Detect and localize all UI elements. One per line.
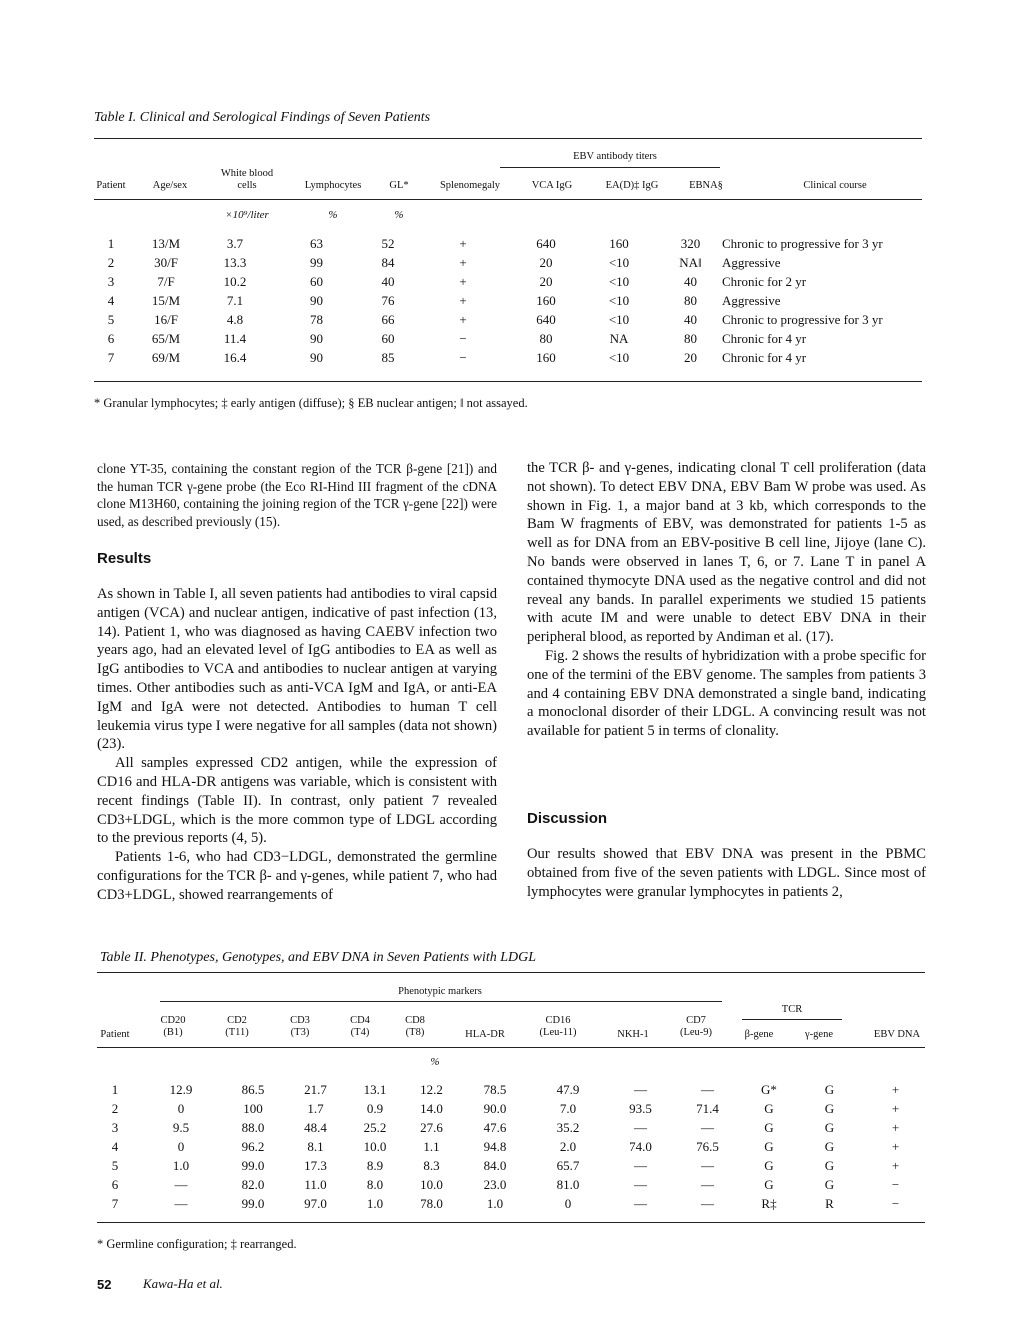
table1-unit-gl: % xyxy=(394,209,404,221)
table-cell: NA‖ xyxy=(679,255,702,270)
table1-header-ebna: EBNA§ xyxy=(689,180,723,191)
table1-caption: Table I. Clinical and Serological Findings of Seven Patients xyxy=(94,110,431,125)
table-cell: G xyxy=(824,1120,835,1135)
cd20-label: CD20 xyxy=(160,1015,186,1026)
table-cell: Chronic for 4 yr xyxy=(722,350,807,365)
cd2-label: CD2 xyxy=(227,1015,247,1026)
right-column-discussion xyxy=(527,845,926,901)
table-cell: − xyxy=(891,1196,900,1211)
table-cell: <10 xyxy=(608,350,630,365)
table-cell: NA xyxy=(609,331,629,346)
table-cell: 0.9 xyxy=(366,1101,384,1116)
table-row xyxy=(90,1118,930,1137)
table2-header-nkh1: NKH-1 xyxy=(617,1029,649,1040)
table-cell: 25.2 xyxy=(363,1120,387,1135)
table-row xyxy=(90,1099,930,1118)
running-authors: Kawa-Ha et al. xyxy=(143,1276,223,1291)
table-cell: G* xyxy=(761,1082,777,1097)
table-cell: − xyxy=(891,1177,900,1192)
table-cell: + xyxy=(459,255,467,270)
table2-header-cd16 xyxy=(528,1015,588,1039)
table-row xyxy=(90,291,922,310)
table-cell: 12.9 xyxy=(169,1082,193,1097)
table-cell: 65/M xyxy=(151,331,181,346)
table1-header-age-sex: Age/sex xyxy=(152,180,188,191)
table-cell: — xyxy=(701,1158,714,1173)
cd4-clone: (T4) xyxy=(350,1027,370,1038)
table2-header-beta: β-gene xyxy=(744,1029,774,1040)
table-cell: — xyxy=(174,1177,188,1192)
table-cell: 1.7 xyxy=(307,1101,324,1116)
table-cell: 85 xyxy=(381,350,395,365)
table-cell: — xyxy=(174,1196,188,1211)
cd16-clone: (Leu-11) xyxy=(539,1027,577,1038)
table-cell: 8.3 xyxy=(423,1158,440,1173)
table2-group-rule xyxy=(160,1001,722,1002)
table-cell: 90 xyxy=(310,350,323,365)
cd3-clone: (T3) xyxy=(290,1027,310,1038)
table-cell: 10.2 xyxy=(223,274,247,289)
table-cell: G xyxy=(764,1101,774,1116)
table-cell: 97.0 xyxy=(304,1196,327,1211)
table-cell: + xyxy=(459,312,467,327)
table2-tcr-rule xyxy=(742,1019,842,1020)
table-cell: 8.9 xyxy=(366,1158,384,1173)
table-cell: G xyxy=(824,1082,835,1097)
right-para3-text: Our results showed that EBV DNA was present in the PBMC obtained from five of the seven patients with LDGL. Since most of lymphocytes were granular lymphocytes in patients 2, xyxy=(527,846,926,900)
table2-unit: % xyxy=(430,1056,440,1068)
table2-footnote: * Germline configuration; ‡ rearranged. xyxy=(97,1237,297,1251)
table2-tcr-header: TCR xyxy=(781,1004,803,1015)
table-cell: 5 xyxy=(111,1158,119,1173)
table-cell: 84 xyxy=(381,255,395,270)
table-cell: 3 xyxy=(107,274,115,289)
table-cell: 80 xyxy=(539,331,553,346)
table1-top-rule xyxy=(94,138,922,139)
table-cell: 16.4 xyxy=(223,350,247,365)
table-cell: 1.1 xyxy=(423,1139,440,1154)
table-cell: 71.4 xyxy=(696,1101,719,1116)
table1-unit-wbc: ×10⁹/liter xyxy=(225,209,269,221)
table-cell: 80 xyxy=(684,331,697,346)
left-column-para1 xyxy=(97,460,497,530)
table-cell: 23.0 xyxy=(483,1177,507,1192)
table-cell: + xyxy=(459,274,467,289)
table-cell: 60 xyxy=(310,274,323,289)
table-cell: + xyxy=(459,236,467,251)
table1-bottom-rule xyxy=(94,381,922,382)
table2-header-cd7 xyxy=(668,1015,724,1039)
table-cell: 78.0 xyxy=(420,1196,443,1211)
table-cell: 84.0 xyxy=(483,1158,507,1173)
table-cell: 12.2 xyxy=(420,1082,443,1097)
table-cell: — xyxy=(701,1082,714,1097)
right-para2-text: Fig. 2 shows the results of hybridization with a probe specific for one of the termini of the EBV genome. The samples from patients 3 and 4 containing EBV DNA demonstrated a single band, indicating a monoclonal disorder of their LDGL. A convincing result was not available for patient 5 in terms of clonality. xyxy=(527,647,926,740)
table2-caption: Table II. Phenotypes, Genotypes, and EBV DNA in Seven Patients with LDGL xyxy=(100,950,537,965)
table-cell: 7 xyxy=(107,350,115,365)
table-cell: 7.1 xyxy=(226,293,244,308)
table2-header-cd8 xyxy=(392,1015,438,1039)
table-cell: 11.4 xyxy=(223,331,247,346)
table-cell: 35.2 xyxy=(556,1120,580,1135)
table1-group-rule xyxy=(500,167,720,168)
left-column-body xyxy=(97,585,497,905)
table-cell: 16/F xyxy=(154,312,178,327)
table-cell: 320 xyxy=(680,236,701,251)
table-cell: 52 xyxy=(381,236,395,251)
table2-header-cd3 xyxy=(277,1015,323,1039)
table-row xyxy=(90,310,922,329)
table2-header-rule xyxy=(97,1047,925,1048)
table-cell: 0 xyxy=(177,1101,185,1116)
table1-ebv-group-header: EBV antibody titers xyxy=(573,151,657,162)
table-cell: 6 xyxy=(107,331,115,346)
table-cell: <10 xyxy=(608,312,630,327)
table-cell: — xyxy=(634,1158,647,1173)
table2-body xyxy=(90,1080,930,1213)
table-cell: 4 xyxy=(111,1139,119,1154)
table-cell: 160 xyxy=(536,350,556,365)
cd7-clone: (Leu-9) xyxy=(679,1027,713,1038)
table-cell: 90 xyxy=(310,331,323,346)
table-cell: 13.3 xyxy=(223,255,247,270)
table-row xyxy=(90,1194,930,1213)
table1-header-patient: Patient xyxy=(96,180,126,191)
table-cell: 14.0 xyxy=(420,1101,443,1116)
left-para3-text: All samples expressed CD2 antigen, while the expression of CD16 and HLA-DR antigens was variable, which is consistent with recent findings (Table II). In contrast, only patient 7 revealed CD3+LDGL, which is the more common type of LDGL according to the previous reports (4, 5). xyxy=(97,755,497,847)
table-cell: <10 xyxy=(608,255,630,270)
left-para1-text: clone YT-35, containing the constant region of the TCR β-gene [21]) and the human TCR γ-gene probe (the Eco RI-Hind III fragment of the cDNA clone M13H60, containing the joining region of the TCR γ-gene [22]) were used, as described previously (15). xyxy=(97,461,497,529)
table-cell: 47.6 xyxy=(483,1120,507,1135)
table2-header-gamma: γ-gene xyxy=(805,1029,833,1040)
table-cell: 99.0 xyxy=(241,1158,265,1173)
table2-phenotypic-header: Phenotypic markers xyxy=(398,986,482,997)
table-cell: 90 xyxy=(310,293,323,308)
table-cell: 1.0 xyxy=(366,1196,384,1211)
left-para2-text: As shown in Table I, all seven patients had antibodies to viral capsid antigen (VCA) and nuclear antigen, indicative of past infection (13, 14). Patient 1, who was diagnosed as having CAEBV infection two years ago, had an elevated level of IgG antibodies to EA as well as IgG antibodies to VCA and antibodies to nuclear antigen at varying times. Other antibodies such as anti-VCA IgM and IgA, or anti-EA IgM and IgA were not detected. Antibodies to human T cell leukemia virus type I were negative for all samples (data not shown) (23). xyxy=(97,586,497,753)
table2-header-patient: Patient xyxy=(100,1029,130,1040)
table-cell: 640 xyxy=(536,236,556,251)
table-cell: 60 xyxy=(381,331,395,346)
table-cell: Chronic to progressive for 3 yr xyxy=(722,312,883,327)
table-cell: 8.0 xyxy=(366,1177,384,1192)
table1-header-gl: GL* xyxy=(389,180,409,191)
table-cell: 94.8 xyxy=(483,1139,507,1154)
table-cell: — xyxy=(701,1120,714,1135)
table-cell: G xyxy=(824,1139,835,1154)
table-cell: R‡ xyxy=(761,1196,777,1211)
table2-bottom-rule xyxy=(97,1222,925,1223)
results-heading: Results xyxy=(97,550,152,567)
table-cell: 4.8 xyxy=(226,312,244,327)
table-cell: 20 xyxy=(684,350,697,365)
table-cell: 3.7 xyxy=(226,236,244,251)
table1-header-vca: VCA IgG xyxy=(531,180,573,191)
table-cell: 21.7 xyxy=(304,1082,327,1097)
table-cell: + xyxy=(891,1158,900,1173)
table-cell: R xyxy=(825,1196,834,1211)
table-cell: 7/F xyxy=(157,274,175,289)
cd3-label: CD3 xyxy=(290,1015,310,1026)
page-number: 52 xyxy=(97,1277,112,1292)
table-cell: 0 xyxy=(177,1139,185,1154)
table-cell: 76.5 xyxy=(696,1139,719,1154)
table-cell: 78 xyxy=(310,312,323,327)
table-cell: 15/M xyxy=(151,293,181,308)
table-cell: 20 xyxy=(539,255,553,270)
table-cell: 82.0 xyxy=(241,1177,265,1192)
table-cell: 11.0 xyxy=(304,1177,327,1192)
table-cell: 47.9 xyxy=(556,1082,580,1097)
table-row xyxy=(90,348,922,367)
table-cell: 30/F xyxy=(154,255,178,270)
table-cell: 2 xyxy=(107,255,115,270)
table-cell: — xyxy=(634,1120,647,1135)
table-cell: 8.1 xyxy=(307,1139,324,1154)
table-cell: 90.0 xyxy=(483,1101,507,1116)
table-cell: 2.0 xyxy=(559,1139,577,1154)
table-cell: 1 xyxy=(107,236,115,251)
table-cell: Chronic to progressive for 3 yr xyxy=(722,236,883,251)
table1-body xyxy=(90,234,922,367)
table-cell: G xyxy=(764,1158,774,1173)
table-cell: 7.0 xyxy=(559,1101,577,1116)
table1-header-rule xyxy=(94,199,922,200)
table-cell: 4 xyxy=(107,293,115,308)
table-cell: 9.5 xyxy=(172,1120,190,1135)
table-cell: Aggressive xyxy=(722,293,781,308)
table-cell: 27.6 xyxy=(420,1120,443,1135)
cd8-clone: (T8) xyxy=(405,1027,425,1038)
table-cell: 65.7 xyxy=(556,1158,580,1173)
table-cell: 1.0 xyxy=(486,1196,504,1211)
table-cell: 13/M xyxy=(151,236,181,251)
table-row xyxy=(90,1137,930,1156)
table-cell: + xyxy=(891,1101,900,1116)
table-cell: — xyxy=(634,1196,647,1211)
table-cell: G xyxy=(824,1158,835,1173)
table-cell: 1 xyxy=(111,1082,119,1097)
left-para4-text: Patients 1-6, who had CD3−LDGL, demonstrated the germline configurations for the TCR β- and γ-genes, while patient 7, who had CD3+LDGL, showed rearrangements of xyxy=(97,849,497,903)
table-cell: 100 xyxy=(243,1101,263,1116)
table-cell: — xyxy=(701,1177,714,1192)
table-cell: 86.5 xyxy=(241,1082,265,1097)
table-row xyxy=(90,1156,930,1175)
cd2-clone: (T11) xyxy=(225,1027,249,1038)
table-cell: 0 xyxy=(564,1196,572,1211)
table-row xyxy=(90,272,922,291)
table1-header-lymphocytes: Lymphocytes xyxy=(304,180,362,191)
table-cell: 96.2 xyxy=(241,1139,265,1154)
table-cell: 7 xyxy=(111,1196,119,1211)
table-cell: 17.3 xyxy=(304,1158,327,1173)
table-cell: G xyxy=(764,1177,774,1192)
right-para1-text: the TCR β- and γ-genes, indicating clonal T cell proliferation (data not shown). To detect EBV DNA, EBV Bam W probe was used. As shown in Fig. 1, a major band at 3 kb, which corresponds to the Bam W fragments of EBV, was demonstrated for patients 1-5 as well as for DNA from an EBV-positive B cell line, Jijoye (lane C). No bands were observed in lanes T, 6, or 7. Lane T in panel A contained thymocyte DNA used as the negative control and did not reveal any bands. In parallel experiments we studied 15 patients with acute IM and were unable to detect EBV DNA in their peripheral blood, as reported by Andiman et al. (17). xyxy=(527,460,926,646)
table-cell: 78.5 xyxy=(483,1082,507,1097)
table-cell: <10 xyxy=(608,293,630,308)
table-cell: 81.0 xyxy=(556,1177,580,1192)
table2-header-cd2 xyxy=(212,1015,262,1039)
table-row xyxy=(90,1175,930,1194)
table-cell: — xyxy=(634,1177,647,1192)
table-cell: G xyxy=(764,1139,774,1154)
table-cell: 160 xyxy=(536,293,556,308)
table-cell: + xyxy=(891,1120,900,1135)
table1-header-course: Clinical course xyxy=(803,180,867,191)
table-cell: 160 xyxy=(609,236,629,251)
discussion-heading: Discussion xyxy=(527,810,608,827)
table-cell: 74.0 xyxy=(629,1139,652,1154)
table-cell: 1.0 xyxy=(172,1158,190,1173)
table-cell: 48.4 xyxy=(304,1120,327,1135)
table-cell: 13.1 xyxy=(363,1082,387,1097)
table-cell: − xyxy=(459,331,467,346)
table-cell: 3 xyxy=(111,1120,119,1135)
table-cell: + xyxy=(891,1139,900,1154)
table-cell: 66 xyxy=(381,312,395,327)
table-cell: — xyxy=(701,1196,714,1211)
table-cell: 76 xyxy=(381,293,395,308)
table-cell: + xyxy=(891,1082,900,1097)
table-cell: 40 xyxy=(684,312,697,327)
table-cell: 40 xyxy=(684,274,697,289)
table-cell: 5 xyxy=(107,312,115,327)
cd7-label: CD7 xyxy=(686,1015,706,1026)
table-row xyxy=(90,253,922,272)
table-cell: 640 xyxy=(536,312,556,327)
table-cell: 40 xyxy=(381,274,395,289)
table-cell: <10 xyxy=(608,274,630,289)
table-cell: Chronic for 2 yr xyxy=(722,274,807,289)
table-cell: 63 xyxy=(310,236,323,251)
table-cell: + xyxy=(459,293,467,308)
table-cell: 88.0 xyxy=(241,1120,265,1135)
cd8-label: CD8 xyxy=(405,1015,425,1026)
table-cell: 80 xyxy=(684,293,697,308)
cd16-label: CD16 xyxy=(545,1015,571,1026)
table-row xyxy=(90,329,922,348)
table-row xyxy=(90,1080,930,1099)
table2-top-rule xyxy=(97,972,925,973)
table-cell: 10.0 xyxy=(420,1177,443,1192)
table2-header-ebv: EBV DNA xyxy=(873,1029,921,1040)
table-cell: 99.0 xyxy=(241,1196,265,1211)
table2-header-cd4 xyxy=(337,1015,383,1039)
table-row xyxy=(90,234,922,253)
table1-unit-lymph: % xyxy=(328,209,338,221)
table-cell: 93.5 xyxy=(629,1101,652,1116)
table2-header-cd20 xyxy=(150,1015,196,1039)
table-cell: Aggressive xyxy=(722,255,781,270)
table-cell: Chronic for 4 yr xyxy=(722,331,807,346)
right-column-body xyxy=(527,459,926,741)
table-cell: — xyxy=(634,1082,647,1097)
cd20-clone: (B1) xyxy=(163,1027,183,1038)
table1-footnote: * Granular lymphocytes; ‡ early antigen (diffuse); § EB nuclear antigen; ‖ not assayed. xyxy=(94,396,528,410)
table-cell: − xyxy=(459,350,467,365)
table-cell: 6 xyxy=(111,1177,119,1192)
table-cell: G xyxy=(764,1120,774,1135)
table-cell: 2 xyxy=(111,1101,119,1116)
table2-header-hladr: HLA-DR xyxy=(465,1029,505,1040)
table-cell: 20 xyxy=(539,274,553,289)
cd4-label: CD4 xyxy=(350,1015,370,1026)
table1-header-wbc: White blood cells xyxy=(220,168,274,191)
table1-header-ea: EA(D)‡ IgG xyxy=(605,180,659,191)
table-cell: 69/M xyxy=(151,350,181,365)
table-cell: G xyxy=(824,1177,835,1192)
table-cell: 99 xyxy=(310,255,323,270)
table1-header-splenomegaly: Splenomegaly xyxy=(439,180,501,191)
table-cell: G xyxy=(824,1101,835,1116)
table-cell: 10.0 xyxy=(363,1139,387,1154)
